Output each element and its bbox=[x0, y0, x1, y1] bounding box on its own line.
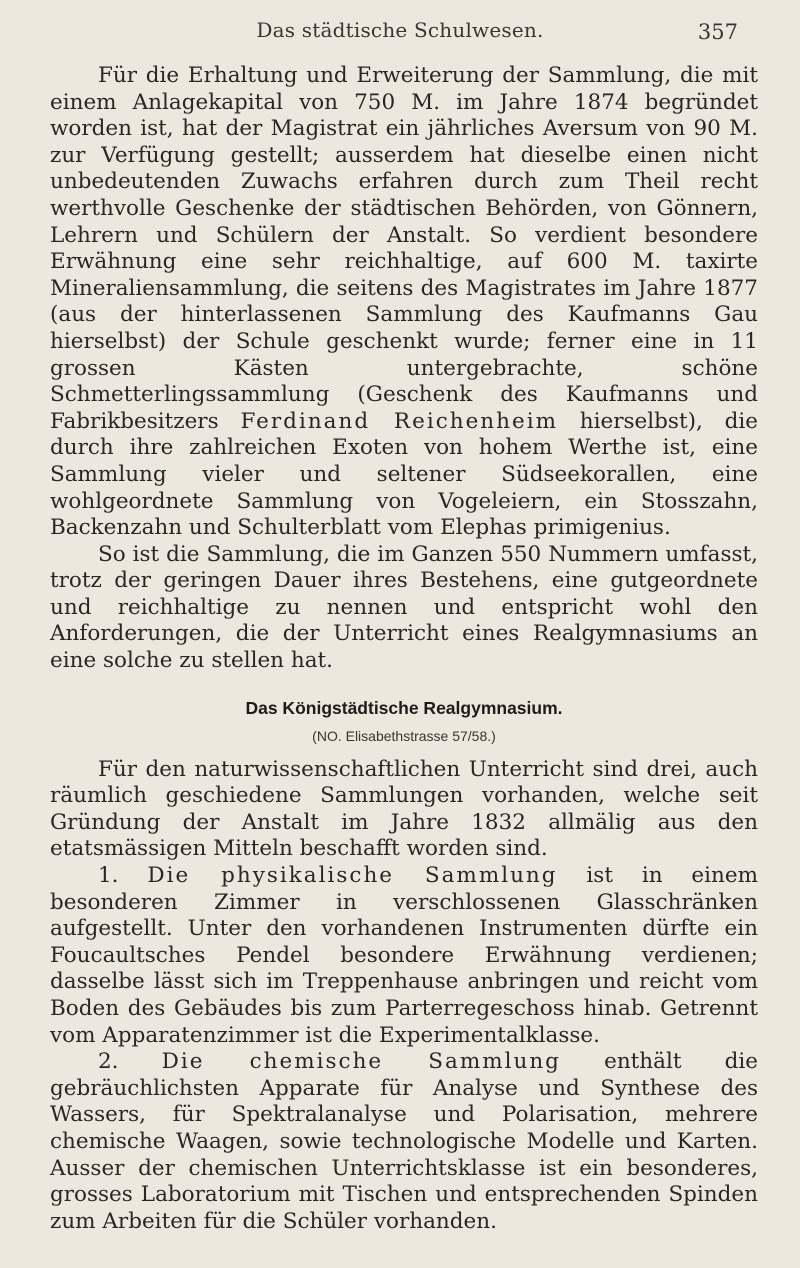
paragraph-text: hierselbst), die durch ihre zahlreichen Exoten von hohem Werthe ist, eine Sammlung vieler und seltener Südseekorallen, eine wohlgeordnete Sammlung von Vogeleiern, ein Stosszahn, Backenzahn und Schulterblatt vom Elephas primigenius. bbox=[50, 408, 758, 541]
donor-name: Ferdinand Reichenheim bbox=[240, 408, 558, 434]
paragraph-text: Für die Erhaltung und Erweiterung der Sammlung, die mit einem Anlagekapital von 750 M. im Jahre 1874 begründet worden ist, hat der Magistrat ein jährliches Aversum von 90 M. zur Verfügung gestellt; ausserdem hat dieselbe einen nicht unbedeutenden Zuwachs erfahren durch zum Theil recht werthvolle Geschenke der städtischen Behörden, von Gönnern, Lehrern und Schülern der Anstalt. So verdient besondere Erwähnung eine sehr reichhaltige, auf 600 M. taxirte Mineraliensammlung, die seitens des Magistrates im Jahre 1877 (aus der hinterlassenen Sammlung des Kaufmanns Gau hierselbst) der Schule geschenkt wurde; ferner eine in 11 grossen Kästen untergebrachte, schöne Schmetterlingssammlung (Geschenk des Kaufmanns und Fabrikbesitzers bbox=[50, 63, 758, 434]
running-title: Das städtische Schulwesen. bbox=[256, 18, 544, 42]
item-text: enthält die gebräuchlichsten Apparate für Analyse und Synthese des Wassers, für Spektralanalyse und Polarisation, mehrere chemische Waagen, sowie technologische Modelle und Karten. Ausser der chemischen Unterrichtsklasse ist ein besonderes, grosses Laboratorium mit Tischen und entsprechenden Spinden zum Arbeiten für die Schüler vorhanden. bbox=[50, 1049, 758, 1234]
item-title: Die chemische Sammlung bbox=[161, 1049, 561, 1075]
running-head bbox=[0, 18, 800, 52]
page-number: 357 bbox=[697, 20, 738, 44]
item-title: Die physikalische Sammlung bbox=[147, 863, 558, 889]
item-number: 2. bbox=[98, 1049, 162, 1075]
paragraph-collection-summary: So ist die Sammlung, die im Ganzen 550 Nummern umfasst, trotz der geringen Dauer ihres Bestehens, eine gutgeordnete und reichhaltige zu nennen und entspricht wohl den Anforderungen, die der Unterricht eines Realgymnasiums an eine solche zu stellen hat. bbox=[50, 541, 758, 674]
list-item-chemistry-collection bbox=[50, 1049, 758, 1235]
section-address: (NO. Elisabethstrasse 57/58.) bbox=[312, 727, 496, 744]
item-number: 1. bbox=[98, 863, 148, 889]
body-text bbox=[50, 63, 758, 1235]
paragraph-collection-funding bbox=[50, 63, 758, 542]
paragraph-science-collections: Für den naturwissenschaftlichen Unterricht sind drei, auch räumlich geschiedene Sammlungen vorhanden, welche seit Gründung der Anstalt im Jahre 1832 allmälig aus den etatsmässigen Mitteln beschafft worden sind. bbox=[50, 756, 758, 862]
list-item-physics-collection bbox=[50, 863, 758, 1049]
item-text: ist in einem besonderen Zimmer in verschlossenen Glasschränken aufgestellt. Unter den vorhandenen Instrumenten dürfte ein Foucaultsches Pendel besondere Erwähnung verdienen; dasselbe lässt sich im Treppenhause anbringen und reicht vom Boden des Gebäudes bis zum Parterregeschoss hinab. Getrennt vom Apparatenzimmer ist die Experimentalklasse. bbox=[50, 863, 758, 1048]
section-heading: Das Königstädtische Realgymnasium. bbox=[245, 697, 563, 718]
